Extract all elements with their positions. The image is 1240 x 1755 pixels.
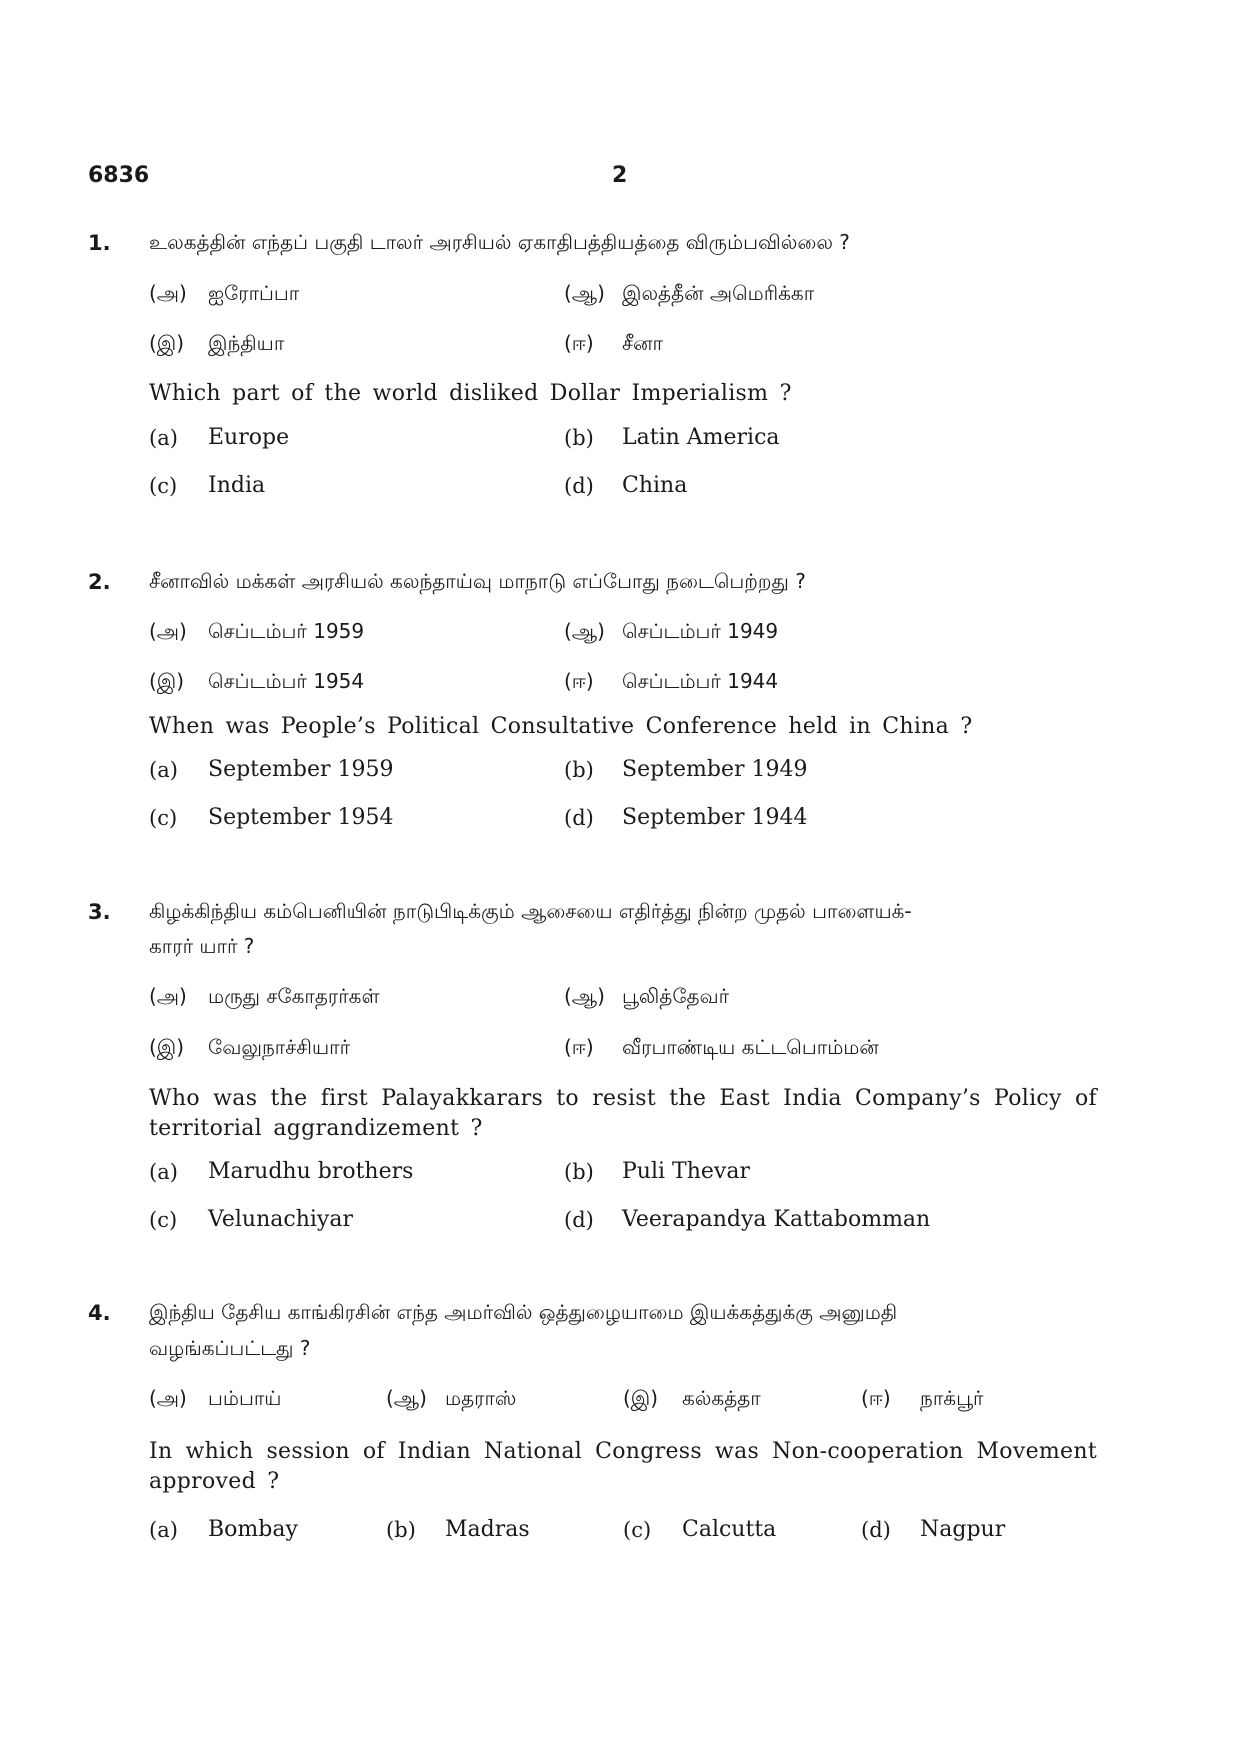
option-text: Madras: [445, 1517, 530, 1542]
option-text: செப்டம்பர் 1954: [208, 669, 365, 693]
option-text: ஐரோப்பா: [208, 281, 300, 305]
option-text: Puli Thevar: [622, 1159, 750, 1184]
tamil-question-line: சீனாவில் மக்கள் அரசியல் கலந்தாய்வு மாநாடு எப்போது நடைபெற்றது ?: [149, 569, 806, 593]
tamil-question-line: வழங்கப்பட்டது ?: [149, 1336, 311, 1360]
option-text: Nagpur: [920, 1517, 1006, 1542]
option-label: (அ): [149, 281, 187, 305]
option-label: (c): [149, 1208, 178, 1232]
option-text: செப்டம்பர் 1959: [208, 619, 365, 643]
english-question-line: Who was the first Palayakkarars to resist the East India Company’s Policy of: [149, 1086, 1097, 1111]
option-text: Calcutta: [682, 1517, 777, 1542]
option-text: Velunachiyar: [208, 1207, 353, 1232]
option-text: Marudhu brothers: [208, 1159, 414, 1184]
tamil-question-line: கிழக்கிந்திய கம்பெனியின் நாடுபிடிக்கும் ஆசையை எதிர்த்து நின்ற முதல் பாளையக்-: [149, 899, 912, 923]
english-question-line: territorial aggrandizement ?: [149, 1116, 483, 1141]
option-label: (ஈ): [564, 1035, 594, 1059]
english-question-line: In which session of Indian National Congress was Non-cooperation Movement: [149, 1439, 1097, 1464]
option-text: September 1944: [622, 805, 808, 830]
option-text: இந்தியா: [208, 331, 285, 355]
option-label: (d): [564, 806, 594, 830]
option-label: (இ): [149, 1035, 185, 1059]
english-question-line: When was People’s Political Consultative Conference held in China ?: [149, 714, 973, 739]
question-number: 1.: [88, 231, 111, 255]
option-label: (d): [564, 1208, 594, 1232]
option-text: செப்டம்பர் 1949: [622, 619, 779, 643]
question-number: 4.: [88, 1301, 111, 1325]
option-label: (அ): [149, 984, 187, 1008]
option-text: September 1954: [208, 805, 394, 830]
option-text: Latin America: [622, 425, 780, 450]
option-text: மதராஸ்: [445, 1386, 517, 1410]
option-label: (c): [623, 1518, 652, 1542]
option-text: இலத்தீன் அமெரிக்கா: [622, 281, 815, 305]
option-text: மருது சகோதரர்கள்: [208, 984, 380, 1008]
option-label: (a): [149, 1518, 178, 1542]
option-text: வீரபாண்டிய கட்டபொம்மன்: [622, 1035, 879, 1059]
tamil-question-line: உலகத்தின் எந்தப் பகுதி டாலர் அரசியல் ஏகாதிபத்தியத்தை விரும்பவில்லை ?: [149, 230, 850, 254]
option-label: (a): [149, 426, 178, 450]
option-label: (ஈ): [564, 331, 594, 355]
option-label: (இ): [623, 1386, 659, 1410]
option-label: (ஈ): [564, 669, 594, 693]
option-text: வேலுநாச்சியார்: [208, 1035, 351, 1059]
tamil-question-line: காரர் யார் ?: [149, 934, 255, 958]
option-text: பம்பாய்: [208, 1386, 282, 1410]
option-label: (அ): [149, 619, 187, 643]
option-label: (ஆ): [564, 984, 605, 1008]
option-label: (இ): [149, 669, 185, 693]
option-text: September 1959: [208, 757, 394, 782]
option-label: (b): [564, 426, 594, 450]
option-text: India: [208, 473, 266, 498]
option-label: (இ): [149, 331, 185, 355]
option-label: (d): [564, 474, 594, 498]
option-label: (ஈ): [861, 1386, 891, 1410]
question-number: 3.: [88, 900, 111, 924]
option-label: (ஆ): [564, 281, 605, 305]
option-label: (ஆ): [386, 1386, 427, 1410]
option-label: (d): [861, 1518, 891, 1542]
paper-code: 6836: [88, 163, 150, 188]
option-text: நாக்பூர்: [920, 1386, 984, 1410]
option-text: செப்டம்பர் 1944: [622, 669, 779, 693]
page-number: 2: [612, 163, 628, 188]
option-text: September 1949: [622, 757, 808, 782]
option-label: (அ): [149, 1386, 187, 1410]
question-number: 2.: [88, 570, 111, 594]
option-label: (ஆ): [564, 619, 605, 643]
english-question-line: approved ?: [149, 1469, 280, 1494]
tamil-question-line: இந்திய தேசிய காங்கிரசின் எந்த அமர்வில் ஒத்துழையாமை இயக்கத்துக்கு அனுமதி: [149, 1300, 898, 1324]
option-label: (c): [149, 474, 178, 498]
option-label: (b): [386, 1518, 416, 1542]
option-text: Europe: [208, 425, 290, 450]
option-text: சீனா: [622, 331, 663, 355]
option-label: (b): [564, 1160, 594, 1184]
option-text: China: [622, 473, 688, 498]
option-label: (a): [149, 1160, 178, 1184]
option-text: Veerapandya Kattabomman: [622, 1207, 931, 1232]
english-question-line: Which part of the world disliked Dollar Imperialism ?: [149, 381, 792, 406]
option-label: (b): [564, 758, 594, 782]
option-label: (c): [149, 806, 178, 830]
option-text: பூலித்தேவர்: [622, 984, 730, 1008]
option-text: கல்கத்தா: [682, 1386, 761, 1410]
option-text: Bombay: [208, 1517, 298, 1542]
option-label: (a): [149, 758, 178, 782]
